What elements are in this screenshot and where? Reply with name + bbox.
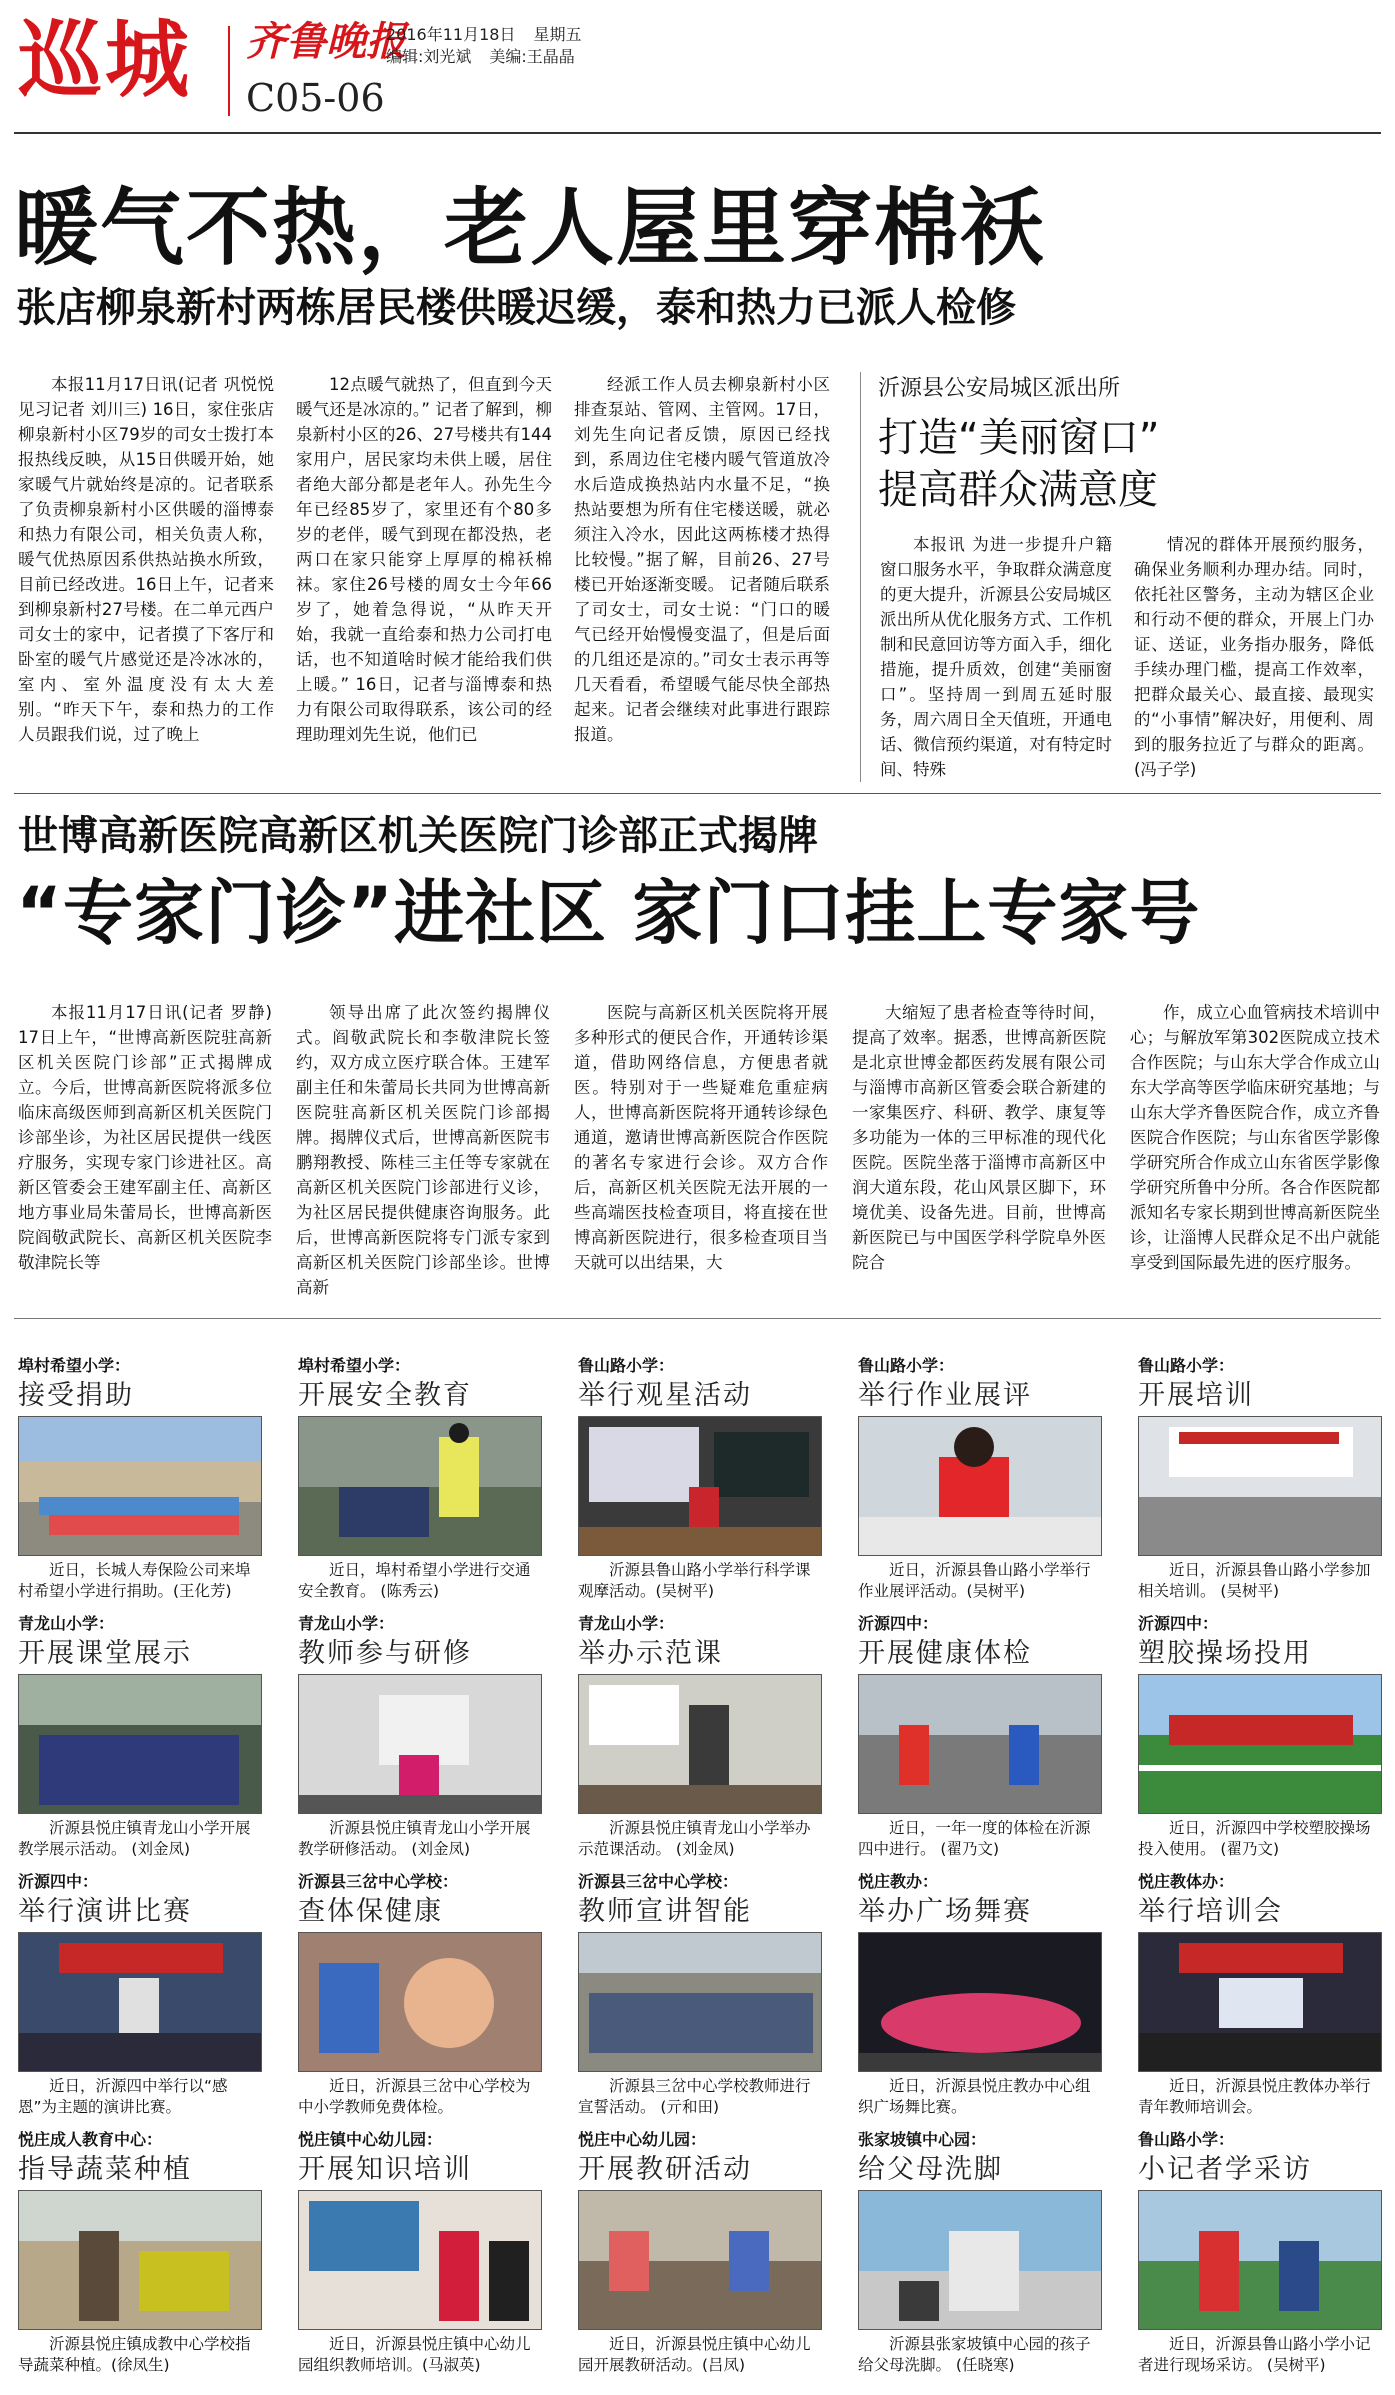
photo-brief [578, 1872, 838, 2130]
brief-photo [18, 1932, 262, 2072]
brief-photo [578, 2190, 822, 2330]
brief-caption: 沂源县悦庄镇青龙山小学举办示范课活动。 (刘金凤) [578, 1819, 811, 1858]
brief-photo [298, 1932, 542, 2072]
photo-brief [858, 2130, 1118, 2388]
brief-school: 沂源四中： [18, 1872, 99, 1891]
brief-caption: 近日，埠村希望小学进行交通安全教育。 (陈秀云) [298, 1561, 531, 1600]
photo-brief [298, 1356, 558, 1614]
brief-title: 举行演讲比赛 [18, 1896, 192, 1927]
brief-title: 举办广场舞赛 [858, 1896, 1032, 1927]
brief-title: 举行观星活动 [578, 1380, 752, 1411]
brief-school: 青龙山小学： [18, 1614, 115, 1633]
brief-caption: 近日，沂源县鲁山路小学小记者进行现场采访。 (吴树平) [1138, 2335, 1371, 2374]
brief-title: 举行培训会 [1138, 1896, 1283, 1927]
brief-caption: 沂源县悦庄镇成教中心学校指导蔬菜种植。(徐凤生) [18, 2335, 251, 2374]
photo-brief [1138, 1614, 1395, 1872]
brief-caption: 近日，沂源县悦庄教体办举行青年教师培训会。 [1138, 2077, 1371, 2116]
brief-school: 沂源县三岔中心学校： [298, 1872, 459, 1891]
story1-subhead: 张店柳泉新村两栋居民楼供暖迟缓，泰和热力已派人检修 [16, 285, 1016, 331]
section-rule-1 [14, 793, 1381, 794]
story3-column-2: 领导出席了此次签约揭牌仪式。阎敬武院长和李敬津院长签约，双方成立医疗联合体。王建军副主任和朱蕾局长共同为世博高新医院驻高新区机关医院门诊部揭牌。揭牌仪式后，世博高新医院韦鹏翔教授、陈桂三主任等专家就在高新区机关医院门诊部进行义诊，为社区居民提供健康咨询服务。此后，世博高新医院将专门派专家到高新区机关医院门诊部坐诊。世博高新 [296, 1003, 550, 1297]
brief-school: 青龙山小学： [298, 1614, 395, 1633]
brief-title: 塑胶操场投用 [1138, 1638, 1312, 1669]
photo-brief [298, 2130, 558, 2388]
story3-kicker: 世博高新医院高新区机关医院门诊部正式揭牌 [18, 813, 818, 859]
brief-school: 悦庄中心幼儿园： [578, 2130, 707, 2149]
story3-column-5: 作，成立心血管病技术培训中心；与解放军第302医院成立技术合作医院；与山东大学合作成立山东大学高等医学临床研究基地；与山东大学齐鲁医院合作，成立齐鲁医院合作医院；与山东省医学影像学研究所合作成立山东省医学影像学研究所鲁中分所。各合作医院都派知名专家长期到世博高新医院坐诊，让淄博人民群众足不出户就能享受到国际最先进的医疗服务。 [1130, 1003, 1380, 1272]
brief-school: 沂源县三岔中心学校： [578, 1872, 739, 1891]
photo-brief [18, 1614, 278, 1872]
photo-brief [1138, 1356, 1395, 1614]
brief-caption: 沂源县三岔中心学校教师进行宣誓活动。 (亓和田) [578, 2077, 811, 2116]
story3-column-3: 医院与高新区机关医院将开展多种形式的便民合作，开通转诊渠道，借助网络信息，方便患者就医。特别对于一些疑难危重症病人，世博高新医院将开通转诊绿色通道，邀请世博高新医院合作医院的著名专家进行会诊。双方合作后，高新区机关医院无法开展的一些高端医技检查项目，将直接在世博高新医院进行，很多检查项目当天就可以出结果，大 [574, 1003, 828, 1272]
brief-photo [18, 1674, 262, 1814]
brief-photo [858, 1674, 1102, 1814]
brief-school: 埠村希望小学： [298, 1356, 411, 1375]
brief-caption: 近日，沂源县悦庄教办中心组织广场舞比赛。 [858, 2077, 1091, 2116]
brief-school: 悦庄镇中心幼儿园： [298, 2130, 443, 2149]
photo-brief [1138, 2130, 1395, 2388]
brief-school: 悦庄教办： [858, 1872, 939, 1891]
top-rule [14, 132, 1381, 134]
masthead-meta [386, 24, 599, 68]
story2-title-line2: 提高群众满意度 [878, 467, 1158, 513]
brief-title: 查体保健康 [298, 1896, 443, 1927]
designer-credit: 美编:王晶晶 [489, 47, 575, 66]
brief-photo [18, 2190, 262, 2330]
brief-caption: 近日，沂源县鲁山路小学参加相关培训。 (吴树平) [1138, 1561, 1371, 1600]
brief-school: 悦庄教体办： [1138, 1872, 1235, 1891]
photo-brief [578, 1614, 838, 1872]
brief-caption: 近日，沂源县悦庄镇中心幼儿园开展教研活动。(吕凤) [578, 2335, 811, 2374]
brief-school: 埠村希望小学： [18, 1356, 131, 1375]
brief-photo [1138, 1932, 1382, 2072]
brief-photo [578, 1674, 822, 1814]
section-title: 巡城 [18, 11, 193, 109]
brief-caption: 近日，沂源县鲁山路小学举行作业展评活动。(吴树平) [858, 1561, 1091, 1600]
photo-brief [858, 1356, 1118, 1614]
brief-school: 鲁山路小学： [1138, 2130, 1235, 2149]
story3-headline: “专家门诊”进社区 家门口挂上专家号 [16, 872, 1201, 954]
photo-brief [298, 1872, 558, 2130]
brief-caption: 近日，沂源县悦庄镇中心幼儿园组织教师培训。(马淑英) [298, 2335, 531, 2374]
brief-photo [298, 2190, 542, 2330]
brief-photo [858, 1932, 1102, 2072]
brief-title: 举办示范课 [578, 1638, 723, 1669]
brief-caption: 近日，沂源四中举行以“感恩”为主题的演讲比赛。 [18, 2077, 228, 2116]
brief-photo [578, 1932, 822, 2072]
issue-weekday: 星期五 [533, 25, 582, 44]
brief-photo [1138, 1674, 1382, 1814]
brief-photo [578, 1416, 822, 1556]
photo-brief [18, 1356, 278, 1614]
brief-photo [298, 1674, 542, 1814]
brief-photo [298, 1416, 542, 1556]
brief-title: 小记者学采访 [1138, 2154, 1312, 2185]
photo-brief [18, 1872, 278, 2130]
brief-caption: 沂源县张家坡镇中心园的孩子给父母洗脚。 (任晓寒) [858, 2335, 1091, 2374]
story1-headline: 暖气不热，老人屋里穿棉袄 [14, 179, 1047, 277]
brief-caption: 近日，长城人寿保险公司来埠村希望小学进行捐助。(王化芳) [18, 1561, 251, 1600]
brief-caption: 近日，沂源县三岔中心学校为中小学教师免费体检。 [298, 2077, 531, 2116]
brief-title: 给父母洗脚 [858, 2154, 1003, 2185]
brief-title: 指导蔬菜种植 [18, 2154, 192, 2185]
brief-photo [1138, 1416, 1382, 1556]
story3-column-1: 本报11月17日讯(记者 罗静) 17日上午，“世博高新医院驻高新区机关医院门诊部”正式揭牌成立。今后，世博高新医院将派多位临床高级医师到高新区机关医院门诊部坐诊，为社区居民提供一线医疗服务，实现专家门诊进社区。高新区管委会王建军副主任、高新区地方事业局朱蕾局长，世博高新医院阎敬武院长、高新区机关医院李敬津院长等 [18, 1003, 272, 1272]
story1-column-1: 本报11月17日讯(记者 巩悦悦 见习记者 刘川三) 16日，家住张店柳泉新村小区79岁的司女士拨打本报热线反映，从15日供暖开始，她家暖气片就始终是凉的。记者联系了负责柳泉新村小区供暖的淄博泰和热力有限公司，相关负责人称，暖气优热原因系供热站换水所致，目前已经改进。16日上午，记者来到柳泉新村27号楼。在二单元西户司女士的家中，记者摸了下客厅和卧室的暖气片感觉还是冷冰冰的，室内、室外温度没有太大差别。“昨天下午，泰和热力的工作人员跟我们说，过了晚上 [18, 375, 274, 744]
section-rule-2 [14, 1318, 1381, 1319]
brief-title: 接受捐助 [18, 1380, 134, 1411]
brief-school: 鲁山路小学： [578, 1356, 675, 1375]
brief-photo [858, 2190, 1102, 2330]
photo-brief [858, 1872, 1118, 2130]
brief-photo [18, 1416, 262, 1556]
brief-school: 青龙山小学： [578, 1614, 675, 1633]
brief-caption: 沂源县悦庄镇青龙山小学开展教学研修活动。 (刘金凤) [298, 1819, 531, 1858]
story1-column-2: 12点暖气就热了，但直到今天暖气还是冰凉的。” 记者了解到，柳泉新村小区的26、27号楼共有144家用户，居民家均未供上暖，居住者绝大部分都是老年人。孙先生今年已经85岁了，家里还有个80多岁的老伴，暖气到现在都没热，老两口在家只能穿上厚厚的棉袄棉袜。家住26号楼的周女士今年66岁了，她着急得说，“从昨天开始，我就一直给泰和热力公司打电话，也不知道啥时候才能给我们供上暖。” 16日，记者与淄博泰和热力有限公司取得联系，该公司的经理助理刘先生说，他们已 [296, 375, 552, 744]
brief-title: 开展教研活动 [578, 2154, 752, 2185]
brief-caption: 近日，沂源四中学校塑胶操场投入使用。 (翟乃文) [1138, 1819, 1371, 1858]
brief-title: 教师参与研修 [298, 1638, 472, 1669]
story2-kicker: 沂源县公安局城区派出所 [878, 376, 1121, 401]
masthead-divider [228, 26, 230, 116]
brief-caption: 近日，一年一度的体检在沂源四中进行。 (翟乃文) [858, 1819, 1091, 1858]
brief-title: 举行作业展评 [858, 1380, 1032, 1411]
brief-title: 开展健康体检 [858, 1638, 1032, 1669]
story2-title [878, 412, 1159, 516]
brief-title: 开展培训 [1138, 1380, 1254, 1411]
photo-brief [1138, 1872, 1395, 2130]
brief-caption: 沂源县鲁山路小学举行科学课观摩活动。(吴树平) [578, 1561, 811, 1600]
page-code: C05-06 [246, 76, 385, 120]
brief-school: 鲁山路小学： [858, 1356, 955, 1375]
brief-school: 张家坡镇中心园： [858, 2130, 987, 2149]
column-separator [860, 372, 861, 782]
story3-column-4: 大缩短了患者检查等待时间，提高了效率。据悉，世博高新医院是北京世博金都医药发展有限公司与淄博市高新区管委会联合新建的一家集医疗、科研、教学、康复等多功能为一体的三甲标准的现代化医院。医院坐落于淄博市高新区中润大道东段，花山风景区脚下，环境优美、设备先进。目前，世博高新医院已与中国医学科学院阜外医院合 [852, 1003, 1106, 1272]
issue-date: 2016年11月18日 [386, 25, 516, 44]
brief-title: 教师宣讲智能 [578, 1896, 752, 1927]
photo-brief [298, 1614, 558, 1872]
story2-title-line1: 打造“美丽窗口” [878, 415, 1160, 461]
photo-brief [578, 2130, 838, 2388]
photo-brief [18, 2130, 278, 2388]
brief-photo [1138, 2190, 1382, 2330]
brief-title: 开展安全教育 [298, 1380, 472, 1411]
editor-credit: 编辑:刘光斌 [386, 47, 472, 66]
story2-column-2: 情况的群体开展预约服务，确保业务顺利办理办结。同时，依托社区警务，主动为辖区企业和行动不便的群众，开展上门办证、送证，业务指办服务，降低手续办理门槛，提高工作效率，把群众最关心、最直接、最现实的“小事情”解决好，用便利、周到的服务拉近了与群众的距离。(冯子学) [1134, 535, 1374, 779]
brief-school: 悦庄成人教育中心： [18, 2130, 163, 2149]
newspaper-logo: 齐鲁晚报 [246, 18, 406, 65]
story1-column-3: 经派工作人员去柳泉新村小区排查泵站、管网、主管网。17日，刘先生向记者反馈，原因已经找到，系周边住宅楼内暖气管道放冷水后造成换热站内水量不足，“换热站要想为所有住宅楼送暖，就必须注入冷水，因此这两栋楼才热得比较慢。”据了解，目前26、27号楼已开始逐渐变暖。 记者随后联系了司女士，司女士说：“门口的暖气已经开始慢慢变温了，但是后面的几组还是凉的。”司女士表示再等几天看看，希望暖气能尽快全部热起来。记者会继续对此事进行跟踪报道。 [574, 375, 830, 744]
brief-school: 鲁山路小学： [1138, 1356, 1235, 1375]
brief-title: 开展课堂展示 [18, 1638, 192, 1669]
photo-brief [578, 1356, 838, 1614]
brief-school: 沂源四中： [858, 1614, 939, 1633]
brief-school: 沂源四中： [1138, 1614, 1219, 1633]
brief-photo [858, 1416, 1102, 1556]
photo-brief [858, 1614, 1118, 1872]
brief-title: 开展知识培训 [298, 2154, 472, 2185]
story2-column-1: 本报讯 为进一步提升户籍窗口服务水平，争取群众满意度的更大提升，沂源县公安局城区派出所从优化服务方式、工作机制和民意回访等方面入手，细化措施，提升质效，创建“美丽窗口”。坚持周一到周五延时服务，周六周日全天值班，开通电话、微信预约渠道，对有特定时间、特殊 [880, 535, 1112, 779]
brief-caption: 沂源县悦庄镇青龙山小学开展教学展示活动。 (刘金凤) [18, 1819, 251, 1858]
